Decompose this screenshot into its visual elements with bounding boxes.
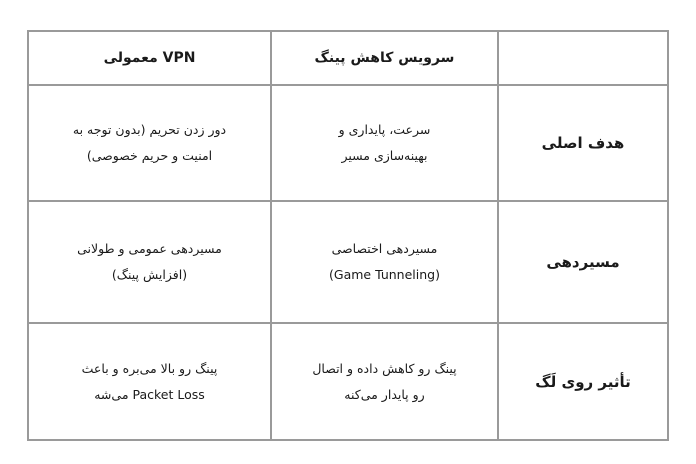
- comparison-table-container: [27, 30, 667, 439]
- table-row: [28, 85, 668, 201]
- cell-line: Packet Loss می‌شه: [94, 386, 205, 402]
- comparison-table: [27, 30, 669, 441]
- row-label-lag-impact: تأثیر روی لَگ: [498, 323, 668, 440]
- cell-line: بهینه‌سازی مسیر: [341, 148, 428, 163]
- cell-line: امنیت و حریم خصوصی): [86, 148, 213, 163]
- cell-line: مسیردهی عمومی و طولانی: [77, 241, 222, 256]
- cell-line: رو پایدار می‌کنه: [344, 386, 425, 402]
- header-corner-cell: [498, 31, 668, 85]
- cell-vpn-routing: [28, 201, 271, 323]
- cell-line: پینگ رو کاهش داده و اتصال: [312, 360, 457, 376]
- cell-line: سرعت، پایداری و: [338, 122, 431, 137]
- cell-vpn-goal: [28, 85, 271, 201]
- cell-vpn-lag: [28, 323, 271, 440]
- table-header-row: [28, 31, 668, 85]
- cell-service-goal: [271, 85, 498, 201]
- cell-line: (Game Tunneling): [329, 267, 440, 282]
- cell-service-routing: [271, 201, 498, 323]
- table-row: [28, 323, 668, 440]
- cell-line: (افزایش پینگ): [111, 267, 188, 282]
- row-label-goal: هدف اصلی: [498, 85, 668, 201]
- cell-line: مسیردهی اختصاصی: [331, 241, 438, 256]
- cell-line: دور زدن تحریم (بدون توجه به: [72, 122, 227, 137]
- cell-line: پینگ رو بالا می‌بره و باعث: [81, 360, 218, 376]
- row-label-routing: مسیردهی: [498, 201, 668, 323]
- header-vpn: VPN معمولی: [28, 31, 271, 85]
- cell-service-lag: [271, 323, 498, 440]
- table-row: [28, 201, 668, 323]
- header-service: سرویس کاهش پینگ: [271, 31, 498, 85]
